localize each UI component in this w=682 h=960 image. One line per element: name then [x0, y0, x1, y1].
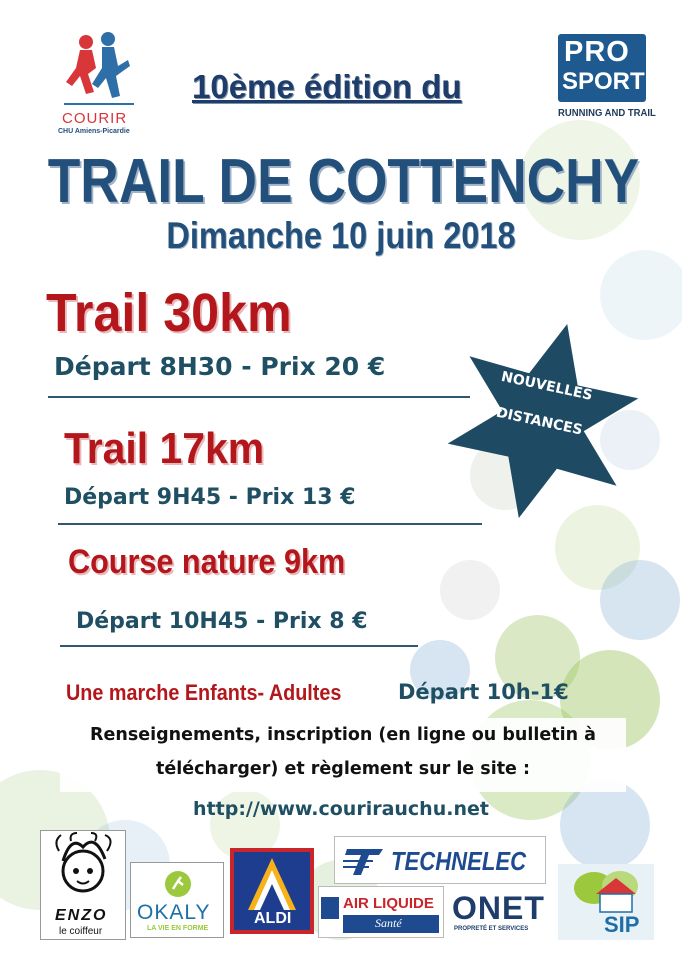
sponsor-sip [558, 864, 654, 940]
race-30km-name: Trail 30km [46, 283, 292, 343]
race-17km-name: Trail 17km [64, 424, 265, 473]
enzo-face-icon [41, 831, 125, 903]
sponsor-enzo [40, 830, 126, 940]
page-title: TRAIL DE COTTENCHY [47, 147, 640, 216]
sponsor-okaly [130, 862, 224, 938]
okaly-name: OKALY [137, 901, 211, 924]
aldi-logo-icon [234, 854, 310, 914]
prosport-tagline: RUNNING AND TRAIL [558, 108, 656, 119]
sponsor-aldi [230, 848, 314, 934]
enzo-sub: le coiffeur [59, 926, 103, 937]
race-9km-details: Départ 10H45 - Prix 8 € [76, 609, 368, 634]
info-line1: Renseignements, inscription (en ligne ou bulletin à [90, 725, 596, 745]
race-9km-name: Course nature 9km [68, 543, 346, 581]
badge-line1: NOUVELLES [499, 368, 594, 404]
technelec-name: TECHNELEC [391, 846, 527, 876]
airliquide-sub: Santé [375, 916, 402, 930]
divider [60, 645, 418, 647]
race-30km-details: Départ 8H30 - Prix 20 € [54, 352, 386, 381]
prosport-logo [558, 34, 656, 124]
website-link[interactable]: http://www.courirauchu.net [193, 798, 489, 820]
info-box [60, 718, 626, 792]
airliquide-mark [321, 897, 339, 919]
runners-icon [56, 30, 138, 110]
info-line2: télécharger) et règlement sur le site : [155, 759, 531, 779]
badge-line2: DISTANCES [494, 404, 584, 439]
sponsor-technelec [334, 836, 546, 884]
divider [48, 396, 470, 398]
walk-name: Une marche Enfants- Adultes [66, 680, 342, 705]
divider [58, 523, 482, 525]
courir-name: COURIR [62, 110, 128, 127]
walk-details: Départ 10h-1€ [398, 680, 569, 704]
okaly-runner-icon [163, 869, 193, 899]
courir-sub: CHU Amiens-Picardie [58, 128, 130, 135]
edition-heading: 10ème édition du [192, 68, 462, 105]
enzo-name: ENZO [55, 907, 108, 924]
sponsor-airliquide [318, 886, 444, 938]
prosport-line2: SPORT [562, 68, 645, 95]
sponsor-onet [448, 886, 552, 938]
airliquide-name: AIR LIQUIDE [343, 895, 434, 912]
prosport-line1: PRO [564, 36, 630, 68]
onet-name: ONET [452, 890, 545, 926]
okaly-sub: LA VIE EN FORME [147, 925, 209, 932]
sip-house-icon [572, 868, 642, 916]
onet-sub: PROPRETÉ ET SERVICES [454, 926, 529, 932]
event-date: Dimanche 10 juin 2018 [166, 215, 516, 256]
courir-logo [56, 30, 138, 135]
technelec-logo-icon [343, 843, 387, 879]
race-17km-details: Départ 9H45 - Prix 13 € [64, 485, 356, 510]
aldi-name: ALDI [254, 910, 292, 927]
sip-name: SIP [604, 912, 640, 937]
